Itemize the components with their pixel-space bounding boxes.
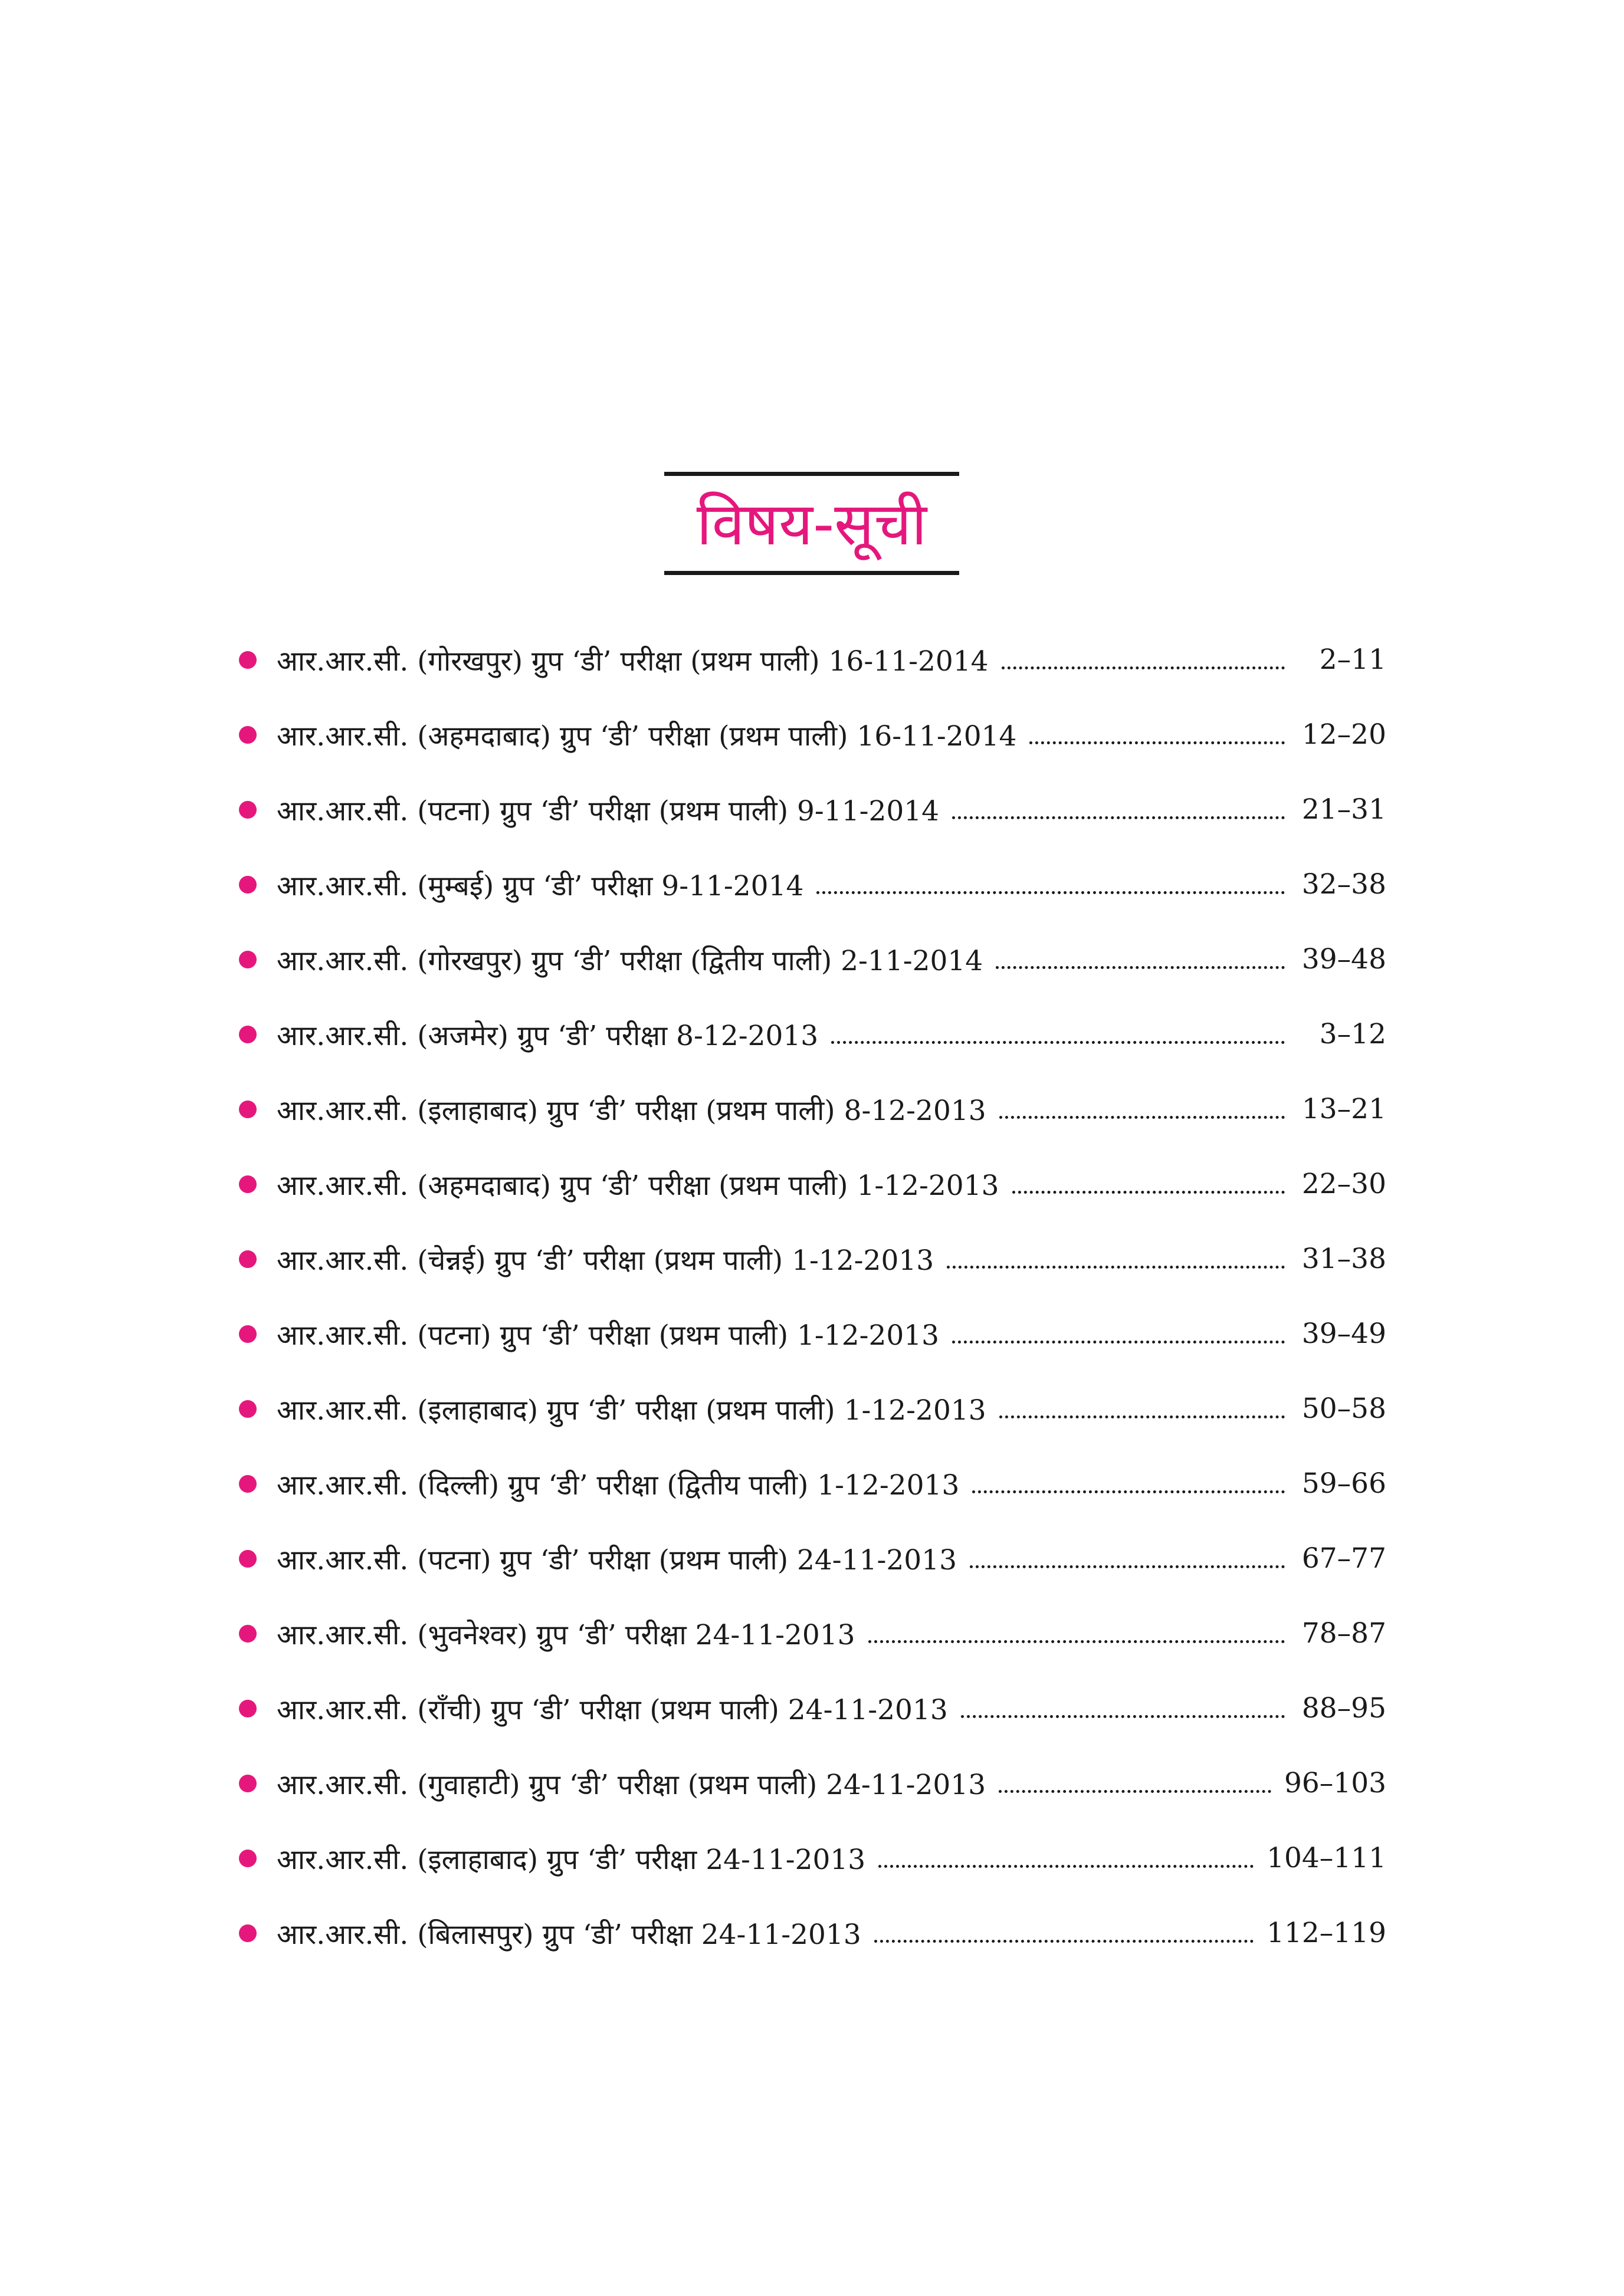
- toc-entry-title: आर.आर.सी. (गुवाहाटी) ग्रुप ‘डी’ परीक्षा (प्रथम पाली) 24-11-2013: [277, 1768, 986, 1801]
- dot-leader: [999, 1116, 1285, 1119]
- toc-entry-title: आर.आर.सी. (दिल्ली) ग्रुप ‘डी’ परीक्षा (द्वितीय पाली) 1-12-2013: [277, 1469, 960, 1502]
- toc-entry: [239, 1072, 1386, 1147]
- dot-leader: [999, 1415, 1285, 1418]
- dot-leader: [878, 1865, 1254, 1868]
- toc-entry-title: आर.आर.सी. (गोरखपुर) ग्रुप ‘डी’ परीक्षा (प्रथम पाली) 16-11-2014: [277, 645, 989, 678]
- toc-entry-pages: 96–103: [1284, 1767, 1386, 1799]
- bullet-dot-icon: [239, 1250, 257, 1268]
- dot-leader: [1029, 741, 1285, 744]
- toc-entry: [239, 1896, 1386, 1970]
- toc-entry-pages: 78–87: [1301, 1617, 1386, 1650]
- dot-leader: [1002, 666, 1285, 669]
- toc-entry-pages: 59–66: [1301, 1467, 1386, 1500]
- bullet-dot-icon: [239, 726, 257, 744]
- toc-entry: [239, 1521, 1386, 1596]
- toc-entry-title: आर.आर.सी. (इलाहाबाद) ग्रुप ‘डी’ परीक्षा (प्रथम पाली) 1-12-2013: [277, 1394, 986, 1427]
- toc-entry: [239, 1371, 1386, 1446]
- dot-leader: [970, 1565, 1285, 1568]
- toc-entry: [239, 1446, 1386, 1521]
- bullet-dot-icon: [239, 876, 257, 894]
- toc-entry-pages: 67–77: [1301, 1542, 1386, 1575]
- bullet-dot-icon: [239, 1101, 257, 1118]
- toc-entry-title: आर.आर.सी. (पटना) ग्रुप ‘डी’ परीक्षा (प्रथम पाली) 24-11-2013: [277, 1543, 957, 1576]
- dot-leader: [996, 966, 1285, 969]
- toc-entry-title: आर.आर.सी. (अजमेर) ग्रुप ‘डी’ परीक्षा 8-12-2013: [277, 1019, 819, 1052]
- dot-leader: [947, 1266, 1285, 1269]
- dot-leader: [816, 891, 1285, 894]
- toc-entry-pages: 13–21: [1301, 1093, 1386, 1125]
- toc-entry: [239, 1296, 1386, 1371]
- toc-entry-title: आर.आर.सी. (मुम्बई) ग्रुप ‘डी’ परीक्षा 9-11-2014: [277, 869, 804, 902]
- dot-leader: [831, 1041, 1285, 1044]
- toc-entry-title: आर.आर.सी. (इलाहाबाद) ग्रुप ‘डी’ परीक्षा 24-11-2013: [277, 1843, 866, 1876]
- title-bottom-rule: [664, 571, 959, 575]
- toc-entry-pages: 88–95: [1301, 1692, 1386, 1725]
- toc-entry-pages: 112–119: [1267, 1917, 1386, 1949]
- toc-entry: [239, 997, 1386, 1072]
- bullet-dot-icon: [239, 1850, 257, 1867]
- toc-entry: [239, 922, 1386, 997]
- toc-entry-pages: 12–20: [1301, 718, 1386, 751]
- toc-entry: [239, 1596, 1386, 1671]
- toc-entry-pages: 50–58: [1301, 1392, 1386, 1425]
- toc-entry-title: आर.आर.सी. (बिलासपुर) ग्रुप ‘डी’ परीक्षा 24-11-2013: [277, 1918, 861, 1951]
- toc-entry: [239, 622, 1386, 697]
- toc-entry-title: आर.आर.सी. (इलाहाबाद) ग्रुप ‘डी’ परीक्षा (प्रथम पाली) 8-12-2013: [277, 1094, 986, 1127]
- toc-entry: [239, 772, 1386, 847]
- toc-entry-pages: 3–12: [1319, 1018, 1386, 1050]
- bullet-dot-icon: [239, 1924, 257, 1942]
- toc-entry-pages: 39–49: [1301, 1318, 1386, 1350]
- toc-entry-title: आर.आर.सी. (अहमदाबाद) ग्रुप ‘डी’ परीक्षा (प्रथम पाली) 1-12-2013: [277, 1169, 999, 1202]
- dot-leader: [874, 1940, 1254, 1943]
- dot-leader: [961, 1715, 1285, 1718]
- dot-leader: [1012, 1191, 1285, 1194]
- toc-entry-title: आर.आर.सी. (गोरखपुर) ग्रुप ‘डी’ परीक्षा (द्वितीय पाली) 2-11-2014: [277, 944, 983, 977]
- toc-entry-pages: 39–48: [1301, 943, 1386, 975]
- toc-entry: [239, 1671, 1386, 1746]
- toc-entry-pages: 104–111: [1267, 1842, 1386, 1874]
- bullet-dot-icon: [239, 1550, 257, 1568]
- toc-entry-title: आर.आर.सी. (पटना) ग्रुप ‘डी’ परीक्षा (प्रथम पाली) 1-12-2013: [277, 1319, 940, 1352]
- page-title: विषय-सूची: [696, 490, 927, 559]
- toc-entry: [239, 847, 1386, 922]
- toc-entry-title: आर.आर.सी. (चेन्नई) ग्रुप ‘डी’ परीक्षा (प्रथम पाली) 1-12-2013: [277, 1244, 934, 1277]
- bullet-dot-icon: [239, 801, 257, 819]
- dot-leader: [999, 1790, 1271, 1793]
- toc-entry-title: आर.आर.सी. (अहमदाबाद) ग्रुप ‘डी’ परीक्षा (प्रथम पाली) 16-11-2014: [277, 720, 1017, 753]
- title-block: [664, 472, 959, 576]
- toc-entry: [239, 1147, 1386, 1221]
- title-top-rule: [664, 472, 959, 476]
- bullet-dot-icon: [239, 651, 257, 669]
- bullet-dot-icon: [239, 1700, 257, 1717]
- bullet-dot-icon: [239, 1400, 257, 1418]
- toc-entry-pages: 22–30: [1301, 1168, 1386, 1200]
- toc-entry-pages: 31–38: [1301, 1243, 1386, 1275]
- toc-entry-pages: 21–31: [1301, 793, 1386, 826]
- toc-entry: [239, 1821, 1386, 1896]
- dot-leader: [952, 1341, 1285, 1344]
- bullet-dot-icon: [239, 1175, 257, 1193]
- toc-entry-title: आर.आर.सी. (भुवनेश्वर) ग्रुप ‘डी’ परीक्षा 24-11-2013: [277, 1618, 855, 1651]
- toc-entry: [239, 697, 1386, 772]
- bullet-dot-icon: [239, 1775, 257, 1792]
- bullet-dot-icon: [239, 1325, 257, 1343]
- table-of-contents: [239, 622, 1386, 1970]
- toc-entry-title: आर.आर.सी. (पटना) ग्रुप ‘डी’ परीक्षा (प्रथम पाली) 9-11-2014: [277, 794, 940, 827]
- toc-entry-pages: 2–11: [1319, 643, 1386, 676]
- bullet-dot-icon: [239, 951, 257, 968]
- dot-leader: [868, 1640, 1285, 1643]
- bullet-dot-icon: [239, 1026, 257, 1043]
- bullet-dot-icon: [239, 1625, 257, 1643]
- dot-leader: [952, 816, 1285, 819]
- toc-entry-pages: 32–38: [1301, 868, 1386, 901]
- toc-entry: [239, 1221, 1386, 1296]
- toc-entry: [239, 1746, 1386, 1821]
- bullet-dot-icon: [239, 1475, 257, 1493]
- toc-entry-title: आर.आर.सी. (राँची) ग्रुप ‘डी’ परीक्षा (प्रथम पाली) 24-11-2013: [277, 1693, 948, 1726]
- dot-leader: [972, 1490, 1285, 1493]
